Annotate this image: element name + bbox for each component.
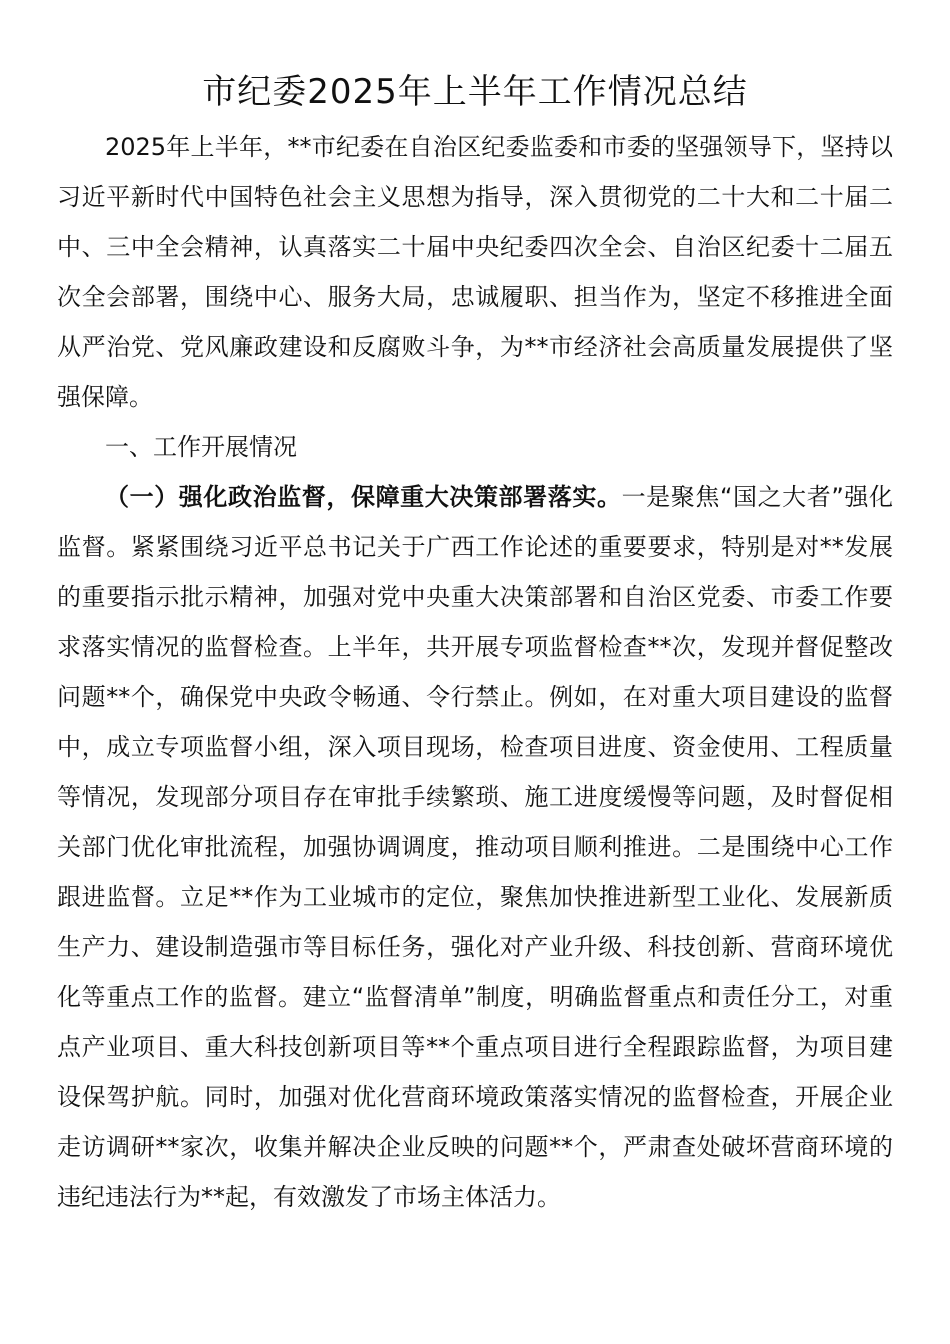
subsection-body: 一是聚焦“国之大者”强化监督。紧紧围绕习近平总书记关于广西工作论述的重要要求，特别是对**发展的重要指示批示精神，加强对党中央重大决策部署和自治区党委、市委工作要求落实情况的监督检查。上半年，共开展专项监督检查**次，发现并督促整改问题**个，确保党中央政令畅通、令行禁止。例如，在对重大项目建设的监督中，成立专项监督小组，深入项目现场，检查项目进度、资金使用、工程质量等情况，发现部分项目存在审批手续繁琐、施工进度缓慢等问题，及时督促相关部门优化审批流程，加强协调调度，推动项目顺利推进。二是围绕中心工作跟进监督。立足**作为工业城市的定位，聚焦加快推进新型工业化、发展新质生产力、建设制造强市等目标任务，强化对产业升级、科技创新、营商环境优化等重点工作的监督。建立“监督清单”制度，明确监督重点和责任分工，对重点产业项目、重大科技创新项目等**个重点项目进行全程跟踪监督，为项目建设保驾护航。同时，加强对优化营商环境政策落实情况的监督检查，开展企业走访调研**家次，收集并解决企业反映的问题**个，严肃查处破坏营商环境的违纪违法行为**起，有效激发了市场主体活力。 [57,483,894,1211]
subsection-paragraph [57,472,893,1222]
document-page [57,62,893,1222]
intro-paragraph: 2025年上半年，**市纪委在自治区纪委监委和市委的坚强领导下，坚持以习近平新时代中国特色社会主义思想为指导，深入贯彻党的二十大和二十届二中、三中全会精神，认真落实二十届中央纪委四次全会、自治区纪委十二届五次全会部署，围绕中心、服务大局，忠诚履职、担当作为，坚定不移推进全面从严治党、党风廉政建设和反腐败斗争，为**市经济社会高质量发展提供了坚强保障。 [57,133,893,411]
section-heading: 一、工作开展情况 [105,433,297,461]
document-title: 市纪委2025年上半年工作情况总结 [202,72,748,112]
subsection-lead: （一）强化政治监督，保障重大决策部署落实。 [105,483,622,511]
